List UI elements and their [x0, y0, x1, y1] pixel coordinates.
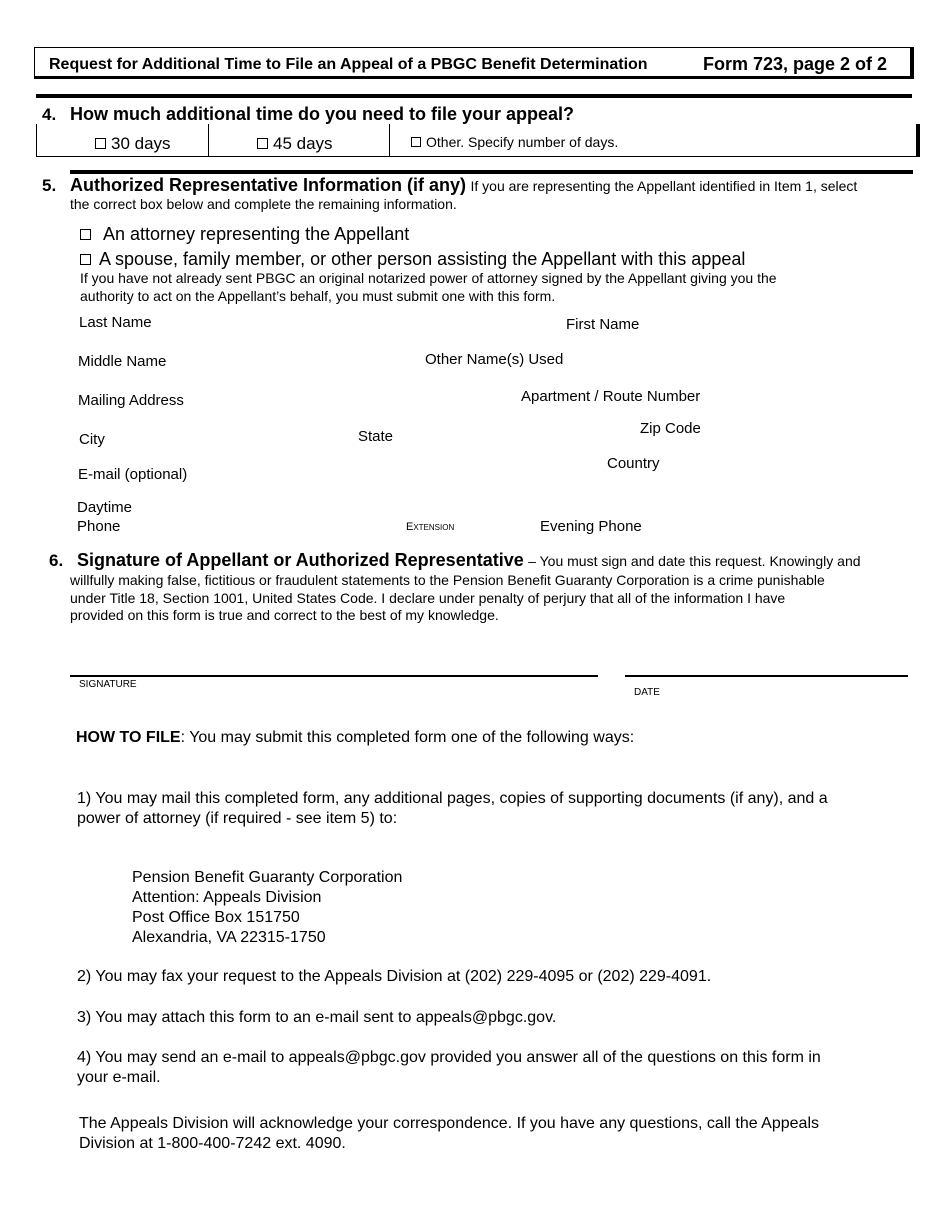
- option-label: 45 days: [273, 134, 333, 153]
- evening-phone-field[interactable]: Evening Phone: [540, 518, 642, 535]
- closing-text-cont: Division at 1-800-400-7242 ext. 4090.: [79, 1135, 346, 1152]
- how-to-file-text: : You may submit this completed form one of the following ways:: [180, 729, 635, 746]
- step1-text-cont: power of attorney (if required - see item 5) to:: [77, 810, 398, 827]
- item5-instruction: If you are representing the Appellant identified in Item 1, select: [470, 178, 858, 194]
- item4-number: 4.: [42, 105, 57, 124]
- daytime-phone-field[interactable]: Daytime: [77, 499, 133, 516]
- how-to-file-label: HOW TO FILE: [76, 729, 181, 746]
- form-page-reference: Form 723, page 2 of 2: [703, 54, 888, 74]
- country-field[interactable]: Country: [607, 455, 660, 472]
- section-divider: [70, 170, 913, 174]
- choice-attorney[interactable]: [80, 224, 409, 245]
- item6-heading: Signature of Appellant or Authorized Representative: [77, 550, 524, 570]
- address-line: Alexandria, VA 22315-1750: [132, 929, 326, 946]
- zip-code-field[interactable]: Zip Code: [640, 420, 701, 437]
- other-names-field[interactable]: Other Name(s) Used: [425, 351, 564, 368]
- choice-other-person[interactable]: [80, 249, 745, 270]
- item6-text-line3: under Title 18, Section 1001, United States Code. I declare under penalty of perjury that all of the information I have: [70, 590, 786, 606]
- option-45-days[interactable]: [257, 134, 333, 154]
- date-label: DATE: [634, 687, 660, 698]
- option-label: Other. Specify number of days.: [426, 134, 619, 150]
- form-title: Request for Additional Time to File an Appeal of a PBGC Benefit Determination: [49, 56, 648, 73]
- poa-note: If you have not already sent PBGC an original notarized power of attorney signed by the Appellant giving you the: [80, 270, 777, 286]
- city-field[interactable]: City: [79, 431, 105, 448]
- extension-field[interactable]: Extension: [406, 521, 455, 533]
- email-field[interactable]: E-mail (optional): [78, 466, 188, 483]
- step1-text: 1) You may mail this completed form, any additional pages, copies of supporting documents (if any), and a: [77, 790, 828, 807]
- option-divider: [208, 124, 209, 156]
- choice-attorney-label: An attorney representing the Appellant: [103, 224, 410, 244]
- daytime-phone-label: Phone: [77, 518, 121, 535]
- checkbox-icon[interactable]: [411, 137, 421, 147]
- option-label: 30 days: [111, 134, 171, 153]
- option-other-days[interactable]: [411, 134, 618, 150]
- item5-heading: Authorized Representative Information (if any): [70, 175, 467, 195]
- how-to-file-intro: [76, 729, 634, 747]
- date-line[interactable]: [625, 675, 908, 677]
- mailing-address-field[interactable]: Mailing Address: [78, 392, 184, 409]
- middle-name-field[interactable]: Middle Name: [78, 353, 167, 370]
- apartment-field[interactable]: Apartment / Route Number: [521, 388, 701, 405]
- item6-text-line4: provided on this form is true and correct to the best of my knowledge.: [70, 607, 499, 623]
- state-field[interactable]: State: [358, 428, 394, 445]
- item5-heading-line: [70, 175, 857, 196]
- signature-label: SIGNATURE: [79, 679, 137, 690]
- item6-number: 6.: [49, 551, 64, 570]
- item5-instruction-cont: the correct box below and complete the remaining information.: [70, 196, 457, 212]
- item6-text: – You must sign and date this request. Knowingly and: [528, 553, 861, 569]
- closing-text: The Appeals Division will acknowledge your correspondence. If you have any questions, call the Appeals: [79, 1115, 819, 1132]
- item5-number: 5.: [42, 176, 57, 195]
- last-name-field[interactable]: Last Name: [79, 314, 152, 331]
- item6-heading-line: [77, 550, 861, 571]
- step4-text-cont: your e-mail.: [77, 1069, 161, 1086]
- checkbox-icon[interactable]: [257, 138, 268, 149]
- choice-other-label: A spouse, family member, or other person assisting the Appellant with this appeal: [99, 249, 746, 269]
- option-30-days[interactable]: [95, 134, 171, 154]
- address-line: Pension Benefit Guaranty Corporation: [132, 869, 403, 886]
- step4-text: 4) You may send an e-mail to appeals@pbgc.gov provided you answer all of the questions on this form in: [77, 1049, 821, 1066]
- checkbox-icon[interactable]: [80, 229, 91, 240]
- option-divider: [389, 124, 390, 156]
- item6-text-line2: willfully making false, fictitious or fraudulent statements to the Pension Benefit Guaranty Corporation is a crime punishable: [70, 572, 825, 588]
- poa-note-cont: authority to act on the Appellant’s behalf, you must submit one with this form.: [80, 288, 556, 304]
- address-line: Attention: Appeals Division: [132, 889, 322, 906]
- section-divider: [36, 94, 912, 98]
- checkbox-icon[interactable]: [80, 254, 91, 265]
- first-name-field[interactable]: First Name: [566, 316, 640, 333]
- checkbox-icon[interactable]: [95, 138, 106, 149]
- step3-text: 3) You may attach this form to an e-mail sent to appeals@pbgc.gov.: [77, 1009, 557, 1026]
- address-line: Post Office Box 151750: [132, 909, 300, 926]
- item4-question: How much additional time do you need to file your appeal?: [70, 104, 575, 124]
- signature-line[interactable]: [70, 675, 598, 677]
- step2-text: 2) You may fax your request to the Appeals Division at (202) 229-4095 or (202) 229-4091.: [77, 968, 712, 985]
